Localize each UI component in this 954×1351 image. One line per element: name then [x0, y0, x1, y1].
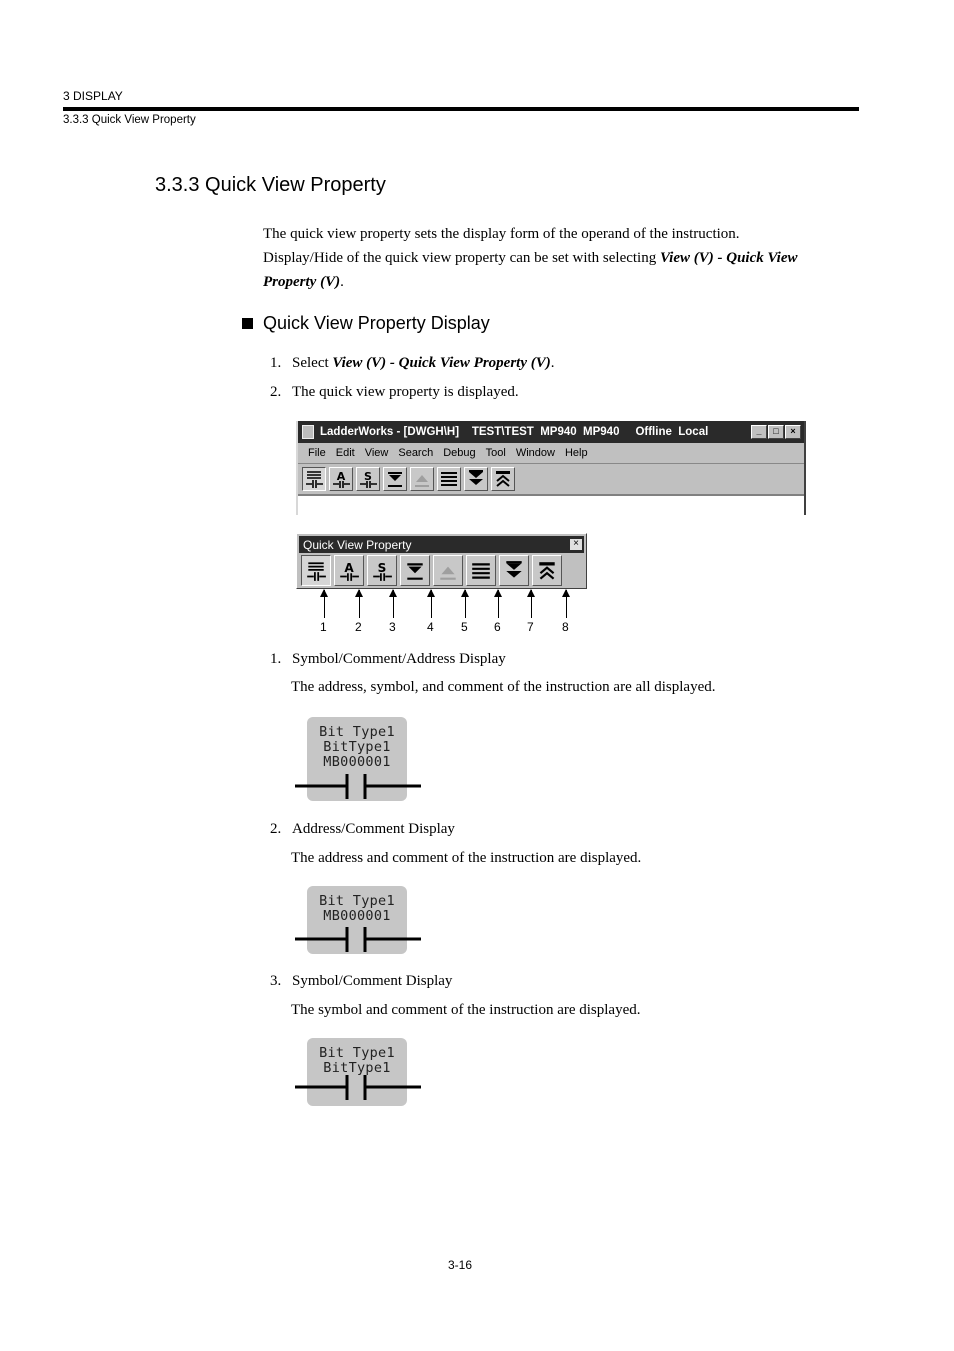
intro-line1: The quick view property sets the display form of the operand of the instruction.	[263, 226, 740, 242]
step-text: The quick view property is displayed.	[292, 384, 519, 400]
quick-view-button-1[interactable]	[301, 555, 331, 586]
intro-menu-path: View (V) - Quick View Property (V)	[263, 250, 798, 290]
pointer-arrow	[431, 590, 432, 618]
button-number: 7	[527, 620, 534, 634]
pointer-arrow	[324, 590, 325, 618]
app-icon[interactable]	[302, 425, 314, 439]
contact-icon	[294, 926, 422, 954]
contact-address: MB000001	[323, 754, 391, 770]
intro-paragraph	[263, 222, 853, 294]
item-number: 3.	[270, 973, 282, 989]
step-text	[292, 355, 554, 372]
contact-symbol-comment	[294, 1038, 422, 1106]
expand-icon	[412, 469, 432, 489]
menu-help[interactable]: Help	[564, 447, 588, 459]
button-number: 1	[320, 620, 327, 634]
contact-labels	[307, 894, 407, 924]
step-number: 1.	[270, 355, 282, 371]
contact-address-comment	[294, 886, 422, 954]
button-number: 2	[355, 620, 362, 634]
menu-debug[interactable]: Debug	[443, 447, 476, 459]
item-2-description: The address and comment of the instruction are displayed.	[291, 850, 642, 866]
symbol-comment-address-icon	[304, 469, 324, 489]
intro-line2-post: .	[340, 274, 344, 290]
button-number: 3	[389, 620, 396, 634]
item-number: 1.	[270, 651, 282, 667]
document-area	[298, 494, 804, 515]
quick-view-button-2[interactable]	[334, 555, 364, 586]
contact-labels	[307, 725, 407, 770]
symbol-comment-address-icon	[305, 560, 327, 582]
pointer-arrow	[531, 590, 532, 618]
contact-icon	[294, 773, 422, 801]
item-3-description: The symbol and comment of the instruction are displayed.	[291, 1002, 641, 1018]
menu-tool[interactable]: Tool	[485, 447, 506, 459]
quick-view-button-3[interactable]	[367, 555, 397, 586]
close-icon[interactable]: ×	[570, 539, 582, 550]
subsection-title	[242, 313, 490, 334]
expand-icon	[437, 560, 459, 582]
menu-edit[interactable]: Edit	[335, 447, 355, 459]
quick-view-button-8[interactable]	[532, 555, 562, 586]
quick-view-toolbar	[296, 533, 587, 589]
menu-view[interactable]: View	[364, 447, 389, 459]
address-comment-icon	[331, 469, 351, 489]
section-title: 3.3.3 Quick View Property	[155, 174, 386, 196]
header-rule	[63, 107, 859, 111]
contact-symbol-full	[294, 717, 422, 801]
contact-symbol: BitType1	[323, 739, 391, 755]
main-toolbar	[302, 466, 518, 492]
button-number: 4	[427, 620, 434, 634]
item-title: Symbol/Comment Display	[292, 973, 453, 989]
header-section: 3.3.3 Quick View Property	[63, 114, 196, 126]
pointer-arrow	[393, 590, 394, 618]
svg-text:S: S	[377, 560, 387, 575]
contact-comment: Bit Type1	[319, 1045, 395, 1061]
item-title: Symbol/Comment/Address Display	[292, 651, 506, 667]
maximize-icon[interactable]: □	[768, 425, 784, 439]
toolbar-button-8[interactable]	[491, 467, 515, 491]
double-down-icon	[503, 560, 525, 582]
pointer-arrow	[359, 590, 360, 618]
toolbar-button-7[interactable]	[464, 467, 488, 491]
pointer-arrow	[566, 590, 567, 618]
window-title: LadderWorks - [DWGH\H] TEST\TEST MP940 MP940 Offline Local	[320, 426, 709, 438]
button-number: 6	[494, 620, 501, 634]
up-arrow-icon	[536, 560, 558, 582]
close-icon[interactable]: ×	[785, 425, 801, 439]
step-menu-path: View (V) - Quick View Property (V)	[332, 355, 551, 371]
toolbar-button-1[interactable]	[302, 467, 326, 491]
toolbar-button-3[interactable]	[356, 467, 380, 491]
page-number: 3-16	[448, 1258, 473, 1272]
contact-comment: Bit Type1	[319, 893, 395, 909]
toolbar-button-2[interactable]	[329, 467, 353, 491]
quick-view-button-7[interactable]	[499, 555, 529, 586]
lines-icon	[470, 560, 492, 582]
intro-line2	[263, 246, 853, 294]
toolbar-button-4[interactable]	[383, 467, 407, 491]
quick-view-button-6[interactable]	[466, 555, 496, 586]
double-down-icon	[466, 469, 486, 489]
lines-icon	[439, 469, 459, 489]
window-titlebar	[298, 421, 804, 443]
contact-labels	[307, 1046, 407, 1076]
subsection-title-text: Quick View Property Display	[263, 313, 490, 333]
menu-bar	[298, 443, 804, 464]
intro-line2-pre: Display/Hide of the quick view property can be set with selecting	[263, 250, 660, 266]
quick-view-button-4[interactable]	[400, 555, 430, 586]
svg-text:A: A	[344, 560, 354, 575]
address-comment-icon	[338, 560, 360, 582]
item-number: 2.	[270, 821, 282, 837]
contact-comment: Bit Type1	[319, 724, 395, 740]
button-number: 8	[562, 620, 569, 634]
item-title: Address/Comment Display	[292, 821, 455, 837]
menu-search[interactable]: Search	[398, 447, 434, 459]
collapse-icon	[404, 560, 426, 582]
quick-view-title: Quick View Property	[303, 537, 412, 552]
quick-view-buttons	[301, 555, 565, 586]
bullet-square-icon	[242, 318, 253, 329]
quick-view-titlebar	[299, 536, 584, 553]
button-number: 5	[461, 620, 468, 634]
menu-file[interactable]: File	[308, 447, 326, 459]
svg-text:A: A	[336, 470, 346, 483]
up-arrow-icon	[493, 469, 513, 489]
symbol-comment-icon	[371, 560, 393, 582]
collapse-icon	[385, 469, 405, 489]
symbol-comment-icon	[358, 469, 378, 489]
minimize-icon[interactable]: _	[751, 425, 767, 439]
ladderworks-window	[296, 421, 806, 515]
header-chapter: 3 DISPLAY	[63, 89, 123, 103]
svg-text:S: S	[364, 470, 372, 483]
pointer-arrow	[498, 590, 499, 618]
pointer-arrow	[465, 590, 466, 618]
menu-window[interactable]: Window	[515, 447, 555, 459]
step-text-pre: Select	[292, 355, 333, 371]
item-1-description: The address, symbol, and comment of the instruction are all displayed.	[291, 679, 716, 695]
quick-view-button-5[interactable]	[433, 555, 463, 586]
step-text-post: .	[550, 355, 555, 371]
toolbar-button-6[interactable]	[437, 467, 461, 491]
contact-symbol: BitType1	[323, 1060, 391, 1076]
step-number: 2.	[270, 384, 282, 400]
toolbar-button-5[interactable]	[410, 467, 434, 491]
contact-address: MB000001	[323, 908, 391, 924]
contact-icon	[294, 1074, 422, 1102]
